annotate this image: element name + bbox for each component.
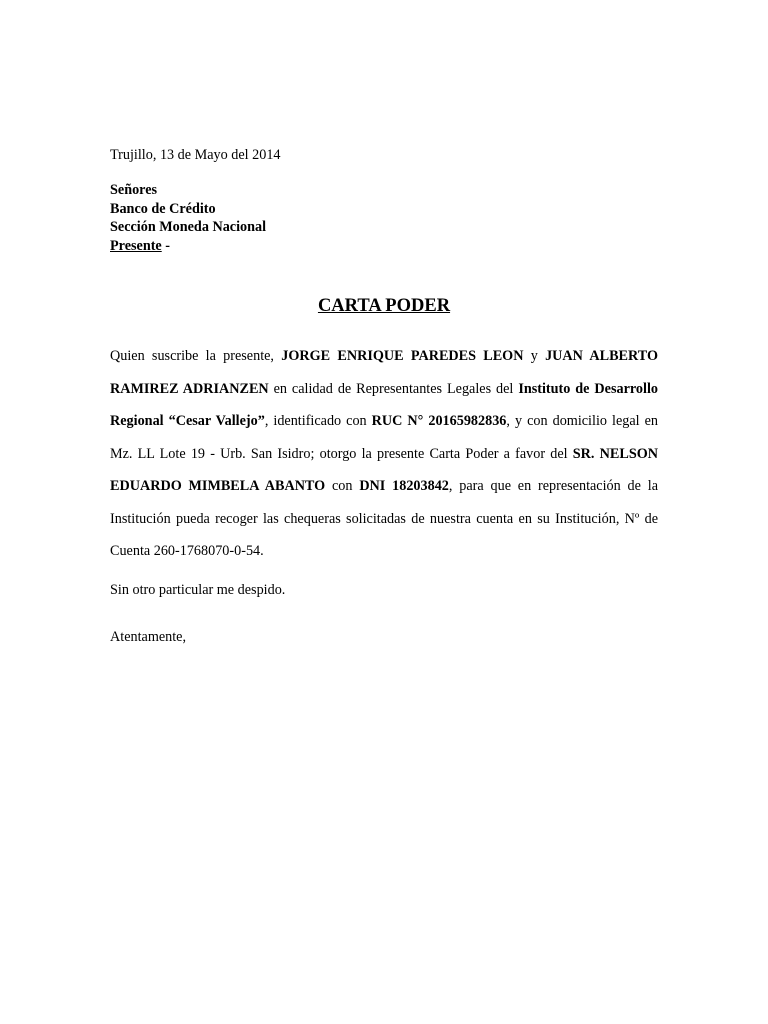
recipient-line-1: Señores xyxy=(110,182,158,198)
date-line: Trujillo, 13 de Mayo del 2014 xyxy=(110,147,281,163)
grantee-name: SR. NELSON EDUARDO MIMBELA ABANTO xyxy=(110,445,658,494)
presente-line xyxy=(110,237,266,256)
body-text-4: , identificado con xyxy=(264,413,372,429)
ruc-number: RUC N° 20165982836 xyxy=(371,413,507,429)
body-text-3: en calidad de Representantes Legales del xyxy=(268,380,519,397)
recipient-line-3: Sección Moneda Nacional xyxy=(110,219,267,235)
body-text-6: con xyxy=(325,478,360,494)
document-title: CARTA PODER xyxy=(317,296,451,316)
recipient-line-2: Banco de Crédito xyxy=(110,200,216,217)
grantor-name-2: JUAN ALBERTO RAMIREZ ADRIANZEN xyxy=(110,348,659,397)
body-text-2: y xyxy=(523,348,546,364)
signoff-line: Atentamente, xyxy=(110,629,187,645)
institution-name: Instituto de Desarrollo Regional “Cesar Vallejo” xyxy=(110,380,658,429)
dni-number: DNI 18203842 xyxy=(359,478,449,494)
body-text-7: , para que en representación de la Institución pueda recoger las chequeras solicitadas de nuestra cuenta en su Institución, Nº de Cuenta 260-1768070-0-54. xyxy=(110,478,658,559)
presente-suffix: - xyxy=(161,237,171,254)
body-text-5: , y con domicilio legal en Mz. LL Lote 19 - Urb. San Isidro; otorgo la presente Carta Poder a favor del xyxy=(110,413,658,462)
body-paragraph xyxy=(110,340,658,568)
recipient-block xyxy=(110,181,266,255)
body-text-1: Quien suscribe la presente, xyxy=(110,348,282,364)
grantor-name-1: JORGE ENRIQUE PAREDES LEON xyxy=(281,348,524,364)
closing-line: Sin otro particular me despido. xyxy=(110,582,286,598)
presente-label: Presente xyxy=(110,237,162,254)
